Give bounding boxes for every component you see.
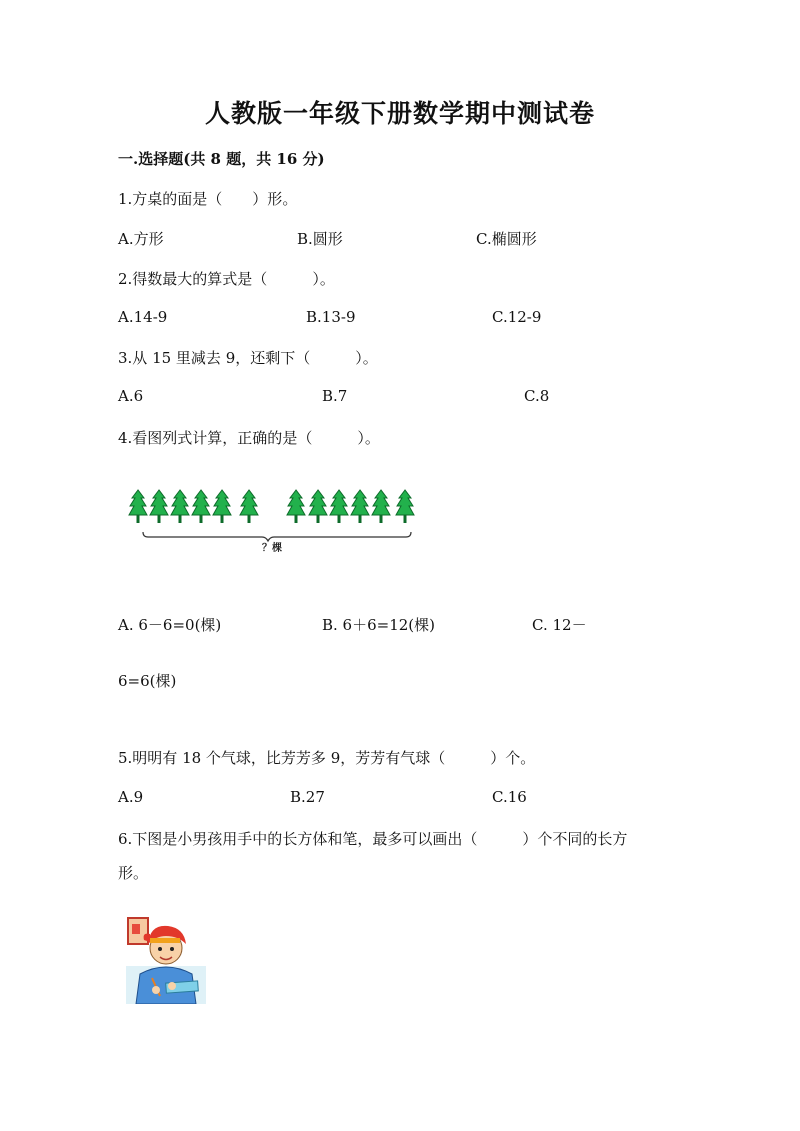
question-4-stem: 4.看图列式计算，正确的是（ ）。 — [118, 429, 380, 447]
question-1-option-a: A.方形 — [118, 230, 164, 248]
question-3-option-a: A.6 — [118, 387, 144, 405]
question-1-option-b: B.圆形 — [297, 230, 343, 248]
tree-icon — [129, 490, 147, 523]
question-3-option-b: B.7 — [322, 387, 348, 405]
tree-figure — [126, 484, 426, 560]
question-5-option-c: C.16 — [492, 788, 527, 806]
tree-icon — [309, 490, 327, 523]
question-2-option-a: A.14-9 — [118, 308, 168, 326]
question-5-option-a: A.9 — [118, 788, 144, 806]
boy-icon — [126, 912, 206, 1004]
page-title: 人教版一年级下册数学期中测试卷 — [204, 99, 595, 128]
tree-icon — [351, 490, 369, 523]
question-3-option-c: C.8 — [524, 387, 550, 405]
question-4-option-a: A. 6－6=0(棵) — [118, 616, 222, 634]
question-6-stem-continued: 形。 — [118, 864, 149, 882]
brace-icon — [143, 532, 411, 541]
boy-with-box-illustration — [126, 912, 206, 1004]
figure-label: ？棵 — [262, 543, 282, 554]
question-2-stem: 2.得数最大的算式是（ ）。 — [118, 270, 335, 288]
tree-icon — [213, 490, 231, 523]
tree-icon — [171, 490, 189, 523]
question-4-option-c-continued: 6=6(棵) — [118, 672, 177, 690]
tree-icon — [330, 490, 348, 523]
tree-icon — [150, 490, 168, 523]
question-2-option-b: B.13-9 — [306, 308, 356, 326]
question-4-option-c: C. 12－ — [532, 616, 587, 634]
question-1-option-c: C.椭圆形 — [476, 230, 537, 248]
trees-illustration — [126, 484, 426, 560]
tree-icon — [192, 490, 210, 523]
question-5-option-b: B.27 — [290, 788, 325, 806]
section-heading: 一.选择题(共 8 题，共 16 分) — [118, 150, 325, 168]
tree-icon — [287, 490, 305, 523]
question-3-stem: 3.从 15 里减去 9，还剩下（ ）。 — [118, 349, 378, 367]
question-5-stem: 5.明明有 18 个气球，比芳芳多 9，芳芳有气球（ ）个。 — [118, 749, 536, 767]
question-2-option-c: C.12-9 — [492, 308, 542, 326]
question-6-stem: 6.下图是小男孩用手中的长方体和笔，最多可以画出（ ）个不同的长方 — [118, 830, 628, 848]
question-1-stem: 1.方桌的面是（ ）形。 — [118, 190, 298, 208]
tree-icon — [240, 490, 258, 523]
tree-icon — [396, 490, 414, 523]
question-4-option-b: B. 6＋6=12(棵) — [322, 616, 436, 634]
tree-icon — [372, 490, 390, 523]
